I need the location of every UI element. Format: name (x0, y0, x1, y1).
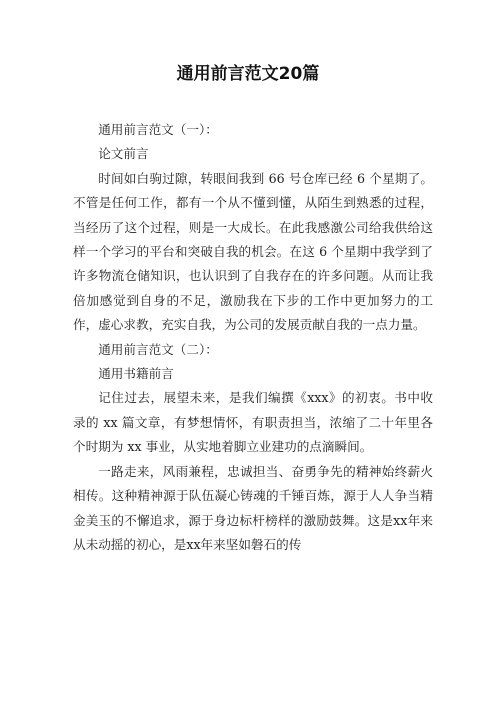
subsection-heading: 通用书籍前言 (98, 366, 174, 382)
section-heading: 通用前言范文（一）： (98, 122, 218, 137)
body-paragraph: 一路走来，风雨兼程，忠诚担当、奋勇争先的精神始终薪火相传。这种精神源于队伍凝心铸魂的千锤百炼，源于人人争当精金美玉的不懈追求，源于身边标杆榜样的激励鼓舞。这是xx年来从未动摇的初心，是xx年来坚如磐石的传 (73, 463, 433, 552)
body-paragraph: 记住过去，展望未来，是我们编撰《xxx》的初衷。书中收录的 xx 篇文章，有梦想情怀，有职责担当，浓缩了二十年里各个时期为 xx 事业，从实地着脚立业建功的点滴瞬间。 (73, 390, 433, 455)
body-paragraph: 时间如白驹过隙，转眼间我到 66 号仓库已经 6 个星期了。不管是任何工作，都有一个从不懂到懂，从陌生到熟悉的过程，当经历了这个过程，则是一大成长。在此我感激公司给我供给这样一个学习的平台和突破自我的机会。在这 6 个星期中我学到了许多物流仓储知识，也认识到了自我存在的许多问题。从而让我倍加感觉到自身的不足，激励我在下步的工作中更加努力的工作，虚心求教，充实自我，为公司的发展贡献自我的一点力量。 (73, 170, 433, 333)
document-title: 通用前言范文20篇 (176, 64, 320, 84)
subsection-heading: 论文前言 (98, 146, 149, 162)
document-body (73, 118, 433, 557)
section-heading: 通用前言范文（二）： (98, 341, 218, 357)
